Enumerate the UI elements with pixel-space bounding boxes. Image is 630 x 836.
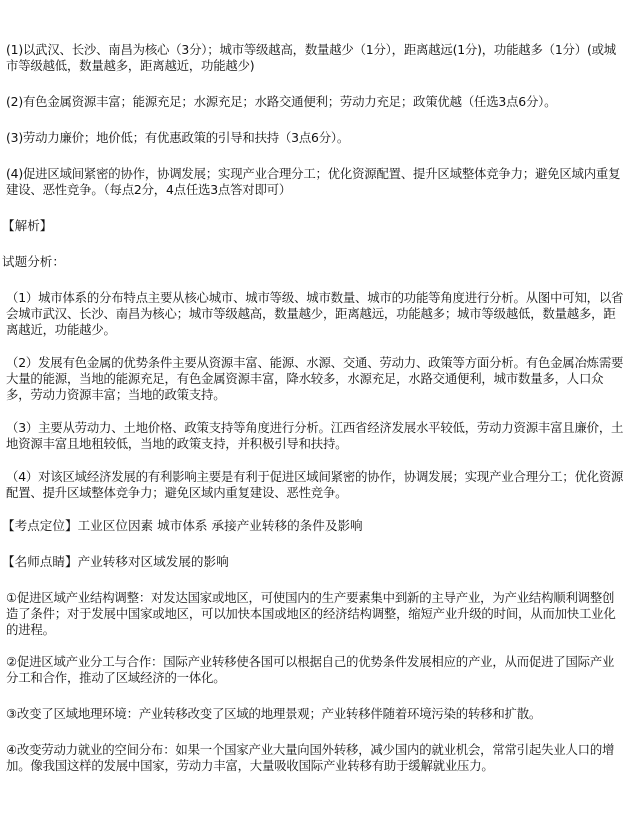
point-1: ①促进区域产业结构调整：对发达国家或地区，可使国内的生产要素集中到新的主导产业，为产业结构顺利调整创造了条件；对于发展中国家或地区，可以加快本国或地区的经济结构调整，缩短产业升级的时间，从而加快工业化的进程。 [6,590,616,637]
kaodian-line: 【考点定位】工业区位因素 城市体系 承接产业转移的条件及影响 [2,518,363,533]
answer-4: (4)促进区域间紧密的协作，协调发展；实现产业合理分工；优化资源配置、提升区域整体竞争力；避免区域内重复建设、恶性竞争。（每点2分，4点任选3点答对即可） [6,166,621,197]
analysis-3: （3）主要从劳动力、土地价格、政策支持等角度进行分析。江西省经济发展水平较低，劳动力资源丰富且廉价，土地资源丰富且地租较低，当地的政策支持，并积极引导和扶持。 [6,420,624,451]
answer-1: (1)以武汉、长沙、南昌为核心（3分）；城市等级越高，数量越少（1分），距离越远(1分)，功能越多（1分）(或城市等级越低，数量越多，距离越近，功能越少) [6,42,616,73]
analysis-label: 试题分析： [2,254,65,269]
point-3: ③改变了区域地理环境：产业转移改变了区域的地理景观；产业转移伴随着环境污染的转移和扩散。 [6,706,542,721]
analysis-4: （4）对该区域经济发展的有利影响主要是有利于促进区域间紧密的协作，协调发展；实现产业合理分工；优化资源配置、提升区域整体竞争力；避免区域内重复建设、恶性竞争。 [6,469,624,500]
analysis-2: （2）发展有色金属的优势条件主要从资源丰富、能源、水源、交通、劳动力、政策等方面分析。有色金属冶炼需要大量的能源，当地的能源充足，有色金属资源丰富，降水较多，水源充足，水路交通便利，城市数量多，人口众多，劳动力资源丰富；当地的政策支持。 [6,355,624,402]
point-4: ④改变劳动力就业的空间分布：如果一个国家产业大量向国外转移，减少国内的就业机会，常常引起失业人口的增加。像我国这样的发展中国家，劳动力丰富，大量吸收国际产业转移有助于缓解就业压力。 [6,742,615,773]
answer-3: (3)劳动力廉价；地价低；有优惠政策的引导和扶持（3点6分）。 [6,130,350,145]
analysis-heading: 【解析】 [2,218,53,233]
point-2: ②促进区域产业分工与合作：国际产业转移使各国可以根据自己的优势条件发展相应的产业，从而促进了国际产业分工和合作，推动了区域经济的一体化。 [6,654,615,685]
analysis-1: （1）城市体系的分布特点主要从核心城市、城市等级、城市数量、城市的功能等角度进行分析。从图中可知，以省会城市武汉、长沙、南昌为核心；城市等级越高，数量越少，距离越远，功能越多；城市等级越低，数量越多，距离越近，功能越少。 [6,290,624,337]
answer-2: (2)有色金属资源丰富；能源充足；水源充足；水路交通便利；劳动力充足；政策优越（任选3点6分）。 [6,94,557,109]
mingshi-heading: 【名师点睛】产业转移对区域发展的影响 [2,554,229,569]
